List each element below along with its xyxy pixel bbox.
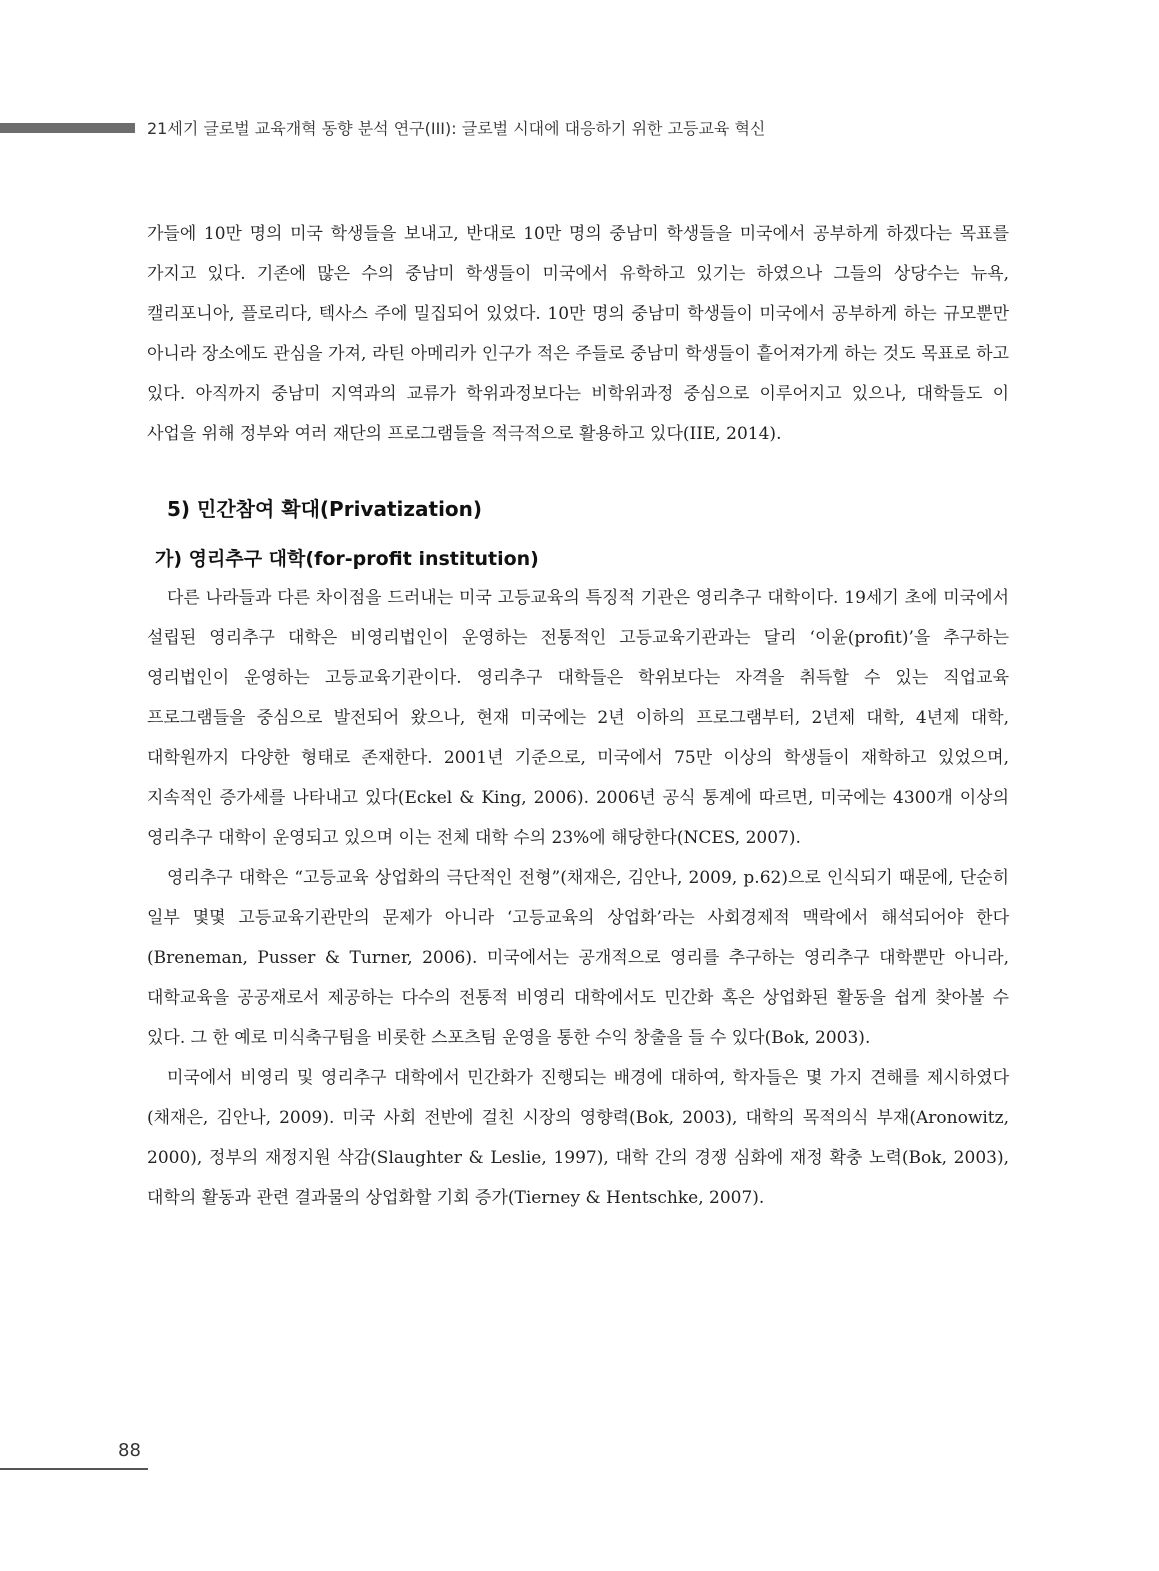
page-number: 88 [118,1440,141,1461]
header-bar [0,123,135,133]
body-paragraph: 미국에서 비영리 및 영리추구 대학에서 민간화가 진행되는 배경에 대하여, 학자들은 몇 가지 견해를 제시하였다(채재은, 김안나, 2009). 미국 사회 전반에 걸친 시장의 영향력(Bok, 2003), 대학의 목적의식 부재(Aronowitz, 2000), 정부의 재정지원 삭감(Slaughter & Leslie, 1997), 대학 간의 경쟁 심화에 재정 확충 노력(Bok, 2003), 대학의 활동과 관련 결과물의 상업화할 기회 증가(Tierney & Hentschke, 2007). [147,1068,1009,1208]
body-paragraph: 영리추구 대학은 “고등교육 상업화의 극단적인 전형”(채재은, 김안나, 2009, p.62)으로 인식되기 때문에, 단순히 일부 몇몇 고등교육기관만의 문제가 아니라 ‘고등교육의 상업화’라는 사회경제적 맥락에서 해석되어야 한다(Breneman, Pusser & Turner, 2006). 미국에서는 공개적으로 영리를 추구하는 영리추구 대학뿐만 아니라, 대학교육을 공공재로서 제공하는 다수의 전통적 비영리 대학에서도 민간화 혹은 상업화된 활동을 쉽게 찾아볼 수 있다. 그 한 예로 미식축구팀을 비롯한 스포츠팀 운영을 통한 수익 창출을 들 수 있다(Bok, 2003). [147,868,1009,1048]
subsection-heading: 가) 영리추구 대학(for-profit institution) [155,548,539,570]
body-paragraph-intro: 가들에 10만 명의 미국 학생들을 보내고, 반대로 10만 명의 중남미 학생들을 미국에서 공부하게 하겠다는 목표를 가지고 있다. 기존에 많은 수의 중남미 학생들이 미국에서 유학하고 있기는 하였으나 그들의 상당수는 뉴욕, 캘리포니아, 플로리다, 텍사스 주에 밀집되어 있었다. 10만 명의 중남미 학생들이 미국에서 공부하게 하는 규모뿐만 아니라 장소에도 관심을 가져, 라틴 아메리카 인구가 적은 주들로 중남미 학생들이 흩어져가게 하는 것도 목표로 하고 있다. 아직까지 중남미 지역과의 교류가 학위과정보다는 비학위과정 중심으로 이루어지고 있으나, 대학들도 이 사업을 위해 정부와 여러 재단의 프로그램들을 적극적으로 활용하고 있다(IIE, 2014). [147,224,1009,444]
footer-rule [0,1468,148,1470]
body-paragraph: 다른 나라들과 다른 차이점을 드러내는 미국 고등교육의 특징적 기관은 영리추구 대학이다. 19세기 초에 미국에서 설립된 영리추구 대학은 비영리법인이 운영하는 전통적인 고등교육기관과는 달리 ‘이윤(profit)’을 추구하는 영리법인이 운영하는 고등교육기관이다. 영리추구 대학들은 학위보다는 자격을 취득할 수 있는 직업교육 프로그램들을 중심으로 발전되어 왔으나, 현재 미국에는 2년 이하의 프로그램부터, 2년제 대학, 4년제 대학, 대학원까지 다양한 형태로 존재한다. 2001년 기준으로, 미국에서 75만 이상의 학생들이 재학하고 있었으며, 지속적인 증가세를 나타내고 있다(Eckel & King, 2006). 2006년 공식 통계에 따르면, 미국에는 4300개 이상의 영리추구 대학이 운영되고 있으며 이는 전체 대학 수의 23%에 해당한다(NCES, 2007). [147,588,1009,848]
running-header-title: 21세기 글로벌 교육개혁 동향 분석 연구(III): 글로벌 시대에 대응하기 위한 고등교육 혁신 [147,119,766,138]
page-content [147,214,1009,1218]
section-heading: 5) 민간참여 확대(Privatization) [167,497,483,521]
